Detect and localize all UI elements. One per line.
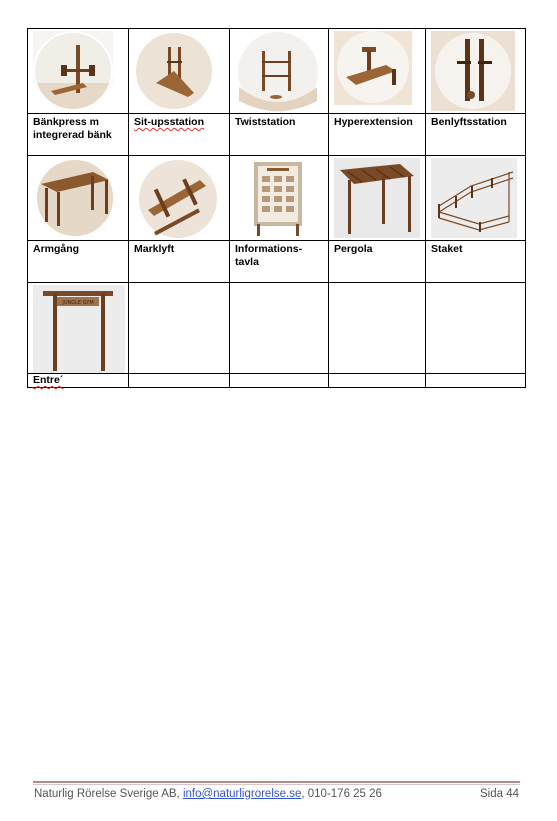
label-situps-text: Sit-upsstation [134,116,204,128]
empty-cell [329,283,426,374]
image-cell-marklyft [129,156,230,241]
image-cell-pergola [329,156,426,241]
label-marklyft: Marklyft [129,241,230,283]
image-cell-benlyft [426,29,526,114]
deadlift-image [134,158,222,240]
footer-contact [34,788,382,800]
empty-label-cell [426,374,526,388]
footer-divider-secondary [33,784,520,785]
label-bankpress: Bänkpress m integrerad bänk [28,114,129,156]
footer-email-link[interactable]: info@naturligrorelse.se [182,788,302,800]
label-armgang: Armgång [28,241,129,283]
label-situps [129,114,230,156]
image-cell-bankpress [28,29,129,114]
footer-company: Naturlig Rörelse Sverige AB, [34,788,183,800]
hyperextension-image [334,31,412,105]
label-hyper: Hyperextension [329,114,426,156]
svg-text:JUNGLE GYM: JUNGLE GYM [62,300,94,306]
label-entre [28,374,129,388]
bench-press-image [33,31,113,111]
product-table [27,28,526,388]
image-cell-armgang [28,156,129,241]
situp-station-image [134,31,214,111]
empty-label-cell [329,374,426,388]
leg-raise-station-image [431,31,515,111]
label-staket: Staket [426,241,526,283]
monkey-bars-image [33,158,117,238]
image-cell-twist [230,29,329,114]
entrance-gate-image [33,285,125,373]
empty-cell [129,283,230,374]
footer-divider [33,781,520,783]
image-cell-situps [129,29,230,114]
footer-phone: , 010-176 25 26 [301,788,382,800]
empty-label-cell [230,374,329,388]
image-cell-staket [426,156,526,241]
image-cell-entre [28,283,129,374]
fence-image [431,158,517,238]
image-cell-hyper [329,29,426,114]
twist-station-image [235,31,321,113]
image-cell-info [230,156,329,241]
empty-cell [426,283,526,374]
empty-label-cell [129,374,230,388]
pergola-image [334,158,420,238]
label-pergola: Pergola [329,241,426,283]
label-twist: Twiststation [230,114,329,156]
label-info: Informations-tavla [230,241,329,283]
information-board-image [235,158,321,238]
empty-cell [230,283,329,374]
label-benlyft: Benlyftsstation [426,114,526,156]
page-number: Sida 44 [479,788,519,800]
label-entre-text: Entre´ [33,374,64,386]
